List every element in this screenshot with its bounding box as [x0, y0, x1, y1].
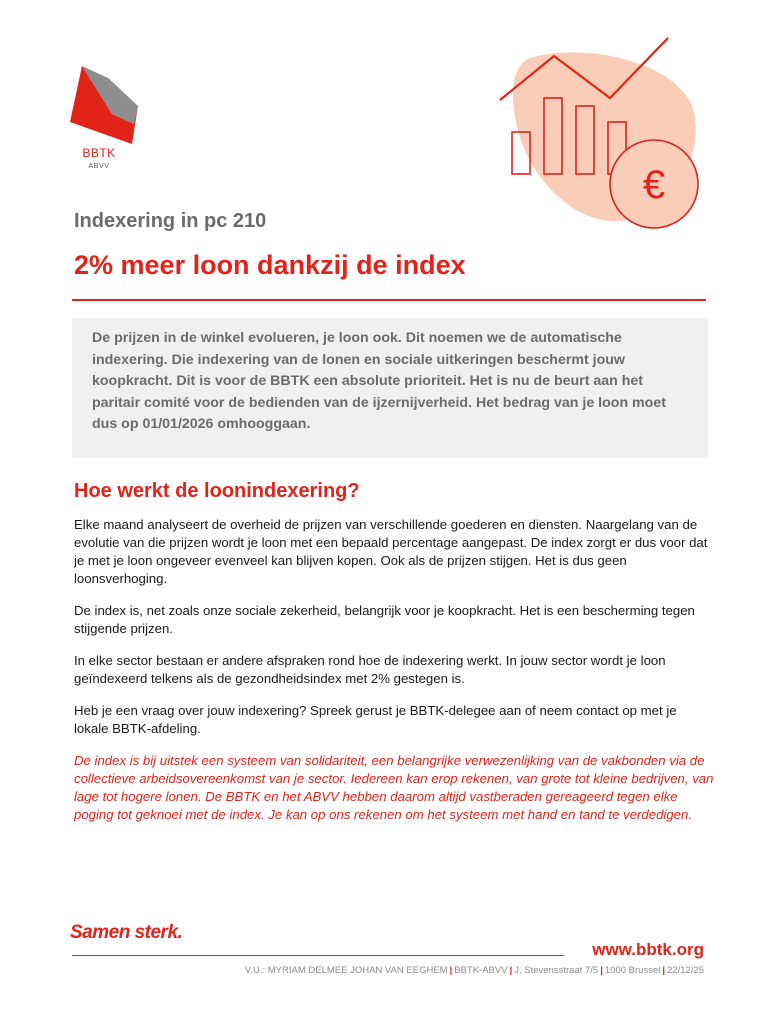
- body-paragraph: Elke maand analyseert de overheid de prijzen van verschillende goederen en diensten. Naargelang van de evolutie van die prijzen wordt je loon met een bepaald percentage aangepast. De index zorgt er dus voor dat je met je loon ongeveer evenveel kan blijven kopen. Ook als de prijzen stijgen. Het is dus geen loonsverhoging.: [74, 517, 708, 586]
- section-heading: Hoe werkt de loonindexering?: [74, 480, 360, 502]
- publisher-responsible: V.U.: MYRIAM DELMEE JOHAN VAN EEGHEM: [244, 965, 448, 976]
- bbtk-logo-mark-icon: [68, 66, 140, 144]
- document-title: 2% meer loon dankzij de index: [74, 250, 466, 280]
- document-subtitle: Indexering in pc 210: [74, 210, 267, 232]
- euro-symbol: €: [642, 163, 666, 207]
- publisher-line: V.U.: MYRIAM DELMEE JOHAN VAN EEGHEM | BBTK-ABVV | J. Stevensstraat 7/5 | 1000 Brussel | 22/12/25: [244, 965, 704, 976]
- body-paragraph: De index is, net zoals onze sociale zekerheid, belangrijk voor je koopkracht. Het is een bescherming tegen stijgende prijzen.: [74, 603, 695, 636]
- slogan: Samen sterk.: [70, 922, 183, 943]
- solidarity-paragraph: De index is bij uitstek een systeem van solidariteit, een belangrijke verwezenlijking van de vakbonden via de collectieve arbeidsovereenkomst van je sector. Iedereen kan erop rekenen, van grote tot kleine bedrijven, van lage tot hogere lonen. De BBTK en het ABVV hebben daarom altijd vastberaden gereageerd tegen elke poging tot geknoei met de index. Je kan op ons rekenen om het systeem met hand en tand te verdedigen.: [74, 753, 714, 822]
- footer-divider: [72, 955, 564, 956]
- website-link[interactable]: www.bbtk.org: [592, 940, 704, 959]
- publisher-date: 22/12/25: [667, 965, 704, 976]
- logo-name: BBTK: [82, 146, 116, 160]
- intro-box: [72, 318, 708, 458]
- publisher-street: J. Stevensstraat 7/5: [514, 965, 599, 976]
- publisher-city: 1000 Brussel: [604, 965, 661, 976]
- house-chart-euro-icon: [490, 36, 710, 236]
- body-paragraph: Heb je een vraag over jouw indexering? Spreek gerust je BBTK-delegee aan of neem contact op met je lokale BBTK-afdeling.: [74, 703, 677, 736]
- logo-subname: ABVV: [88, 163, 110, 170]
- section-body: [74, 516, 714, 838]
- body-paragraph: In elke sector bestaan er andere afspraken rond hoe de indexering werkt. In jouw sector wordt je loon geïndexeerd telkens als de gezondheidsindex met 2% gestegen is.: [74, 653, 666, 686]
- bbtk-logo: [68, 66, 140, 176]
- intro-text: De prijzen in de winkel evolueren, je loon ook. Dit noemen we de automatische indexering. Die indexering van de lonen en sociale uitkeringen beschermt jouw koopkracht. Dit is voor de BBTK een absolute prioriteit. Het is nu de beurt aan het paritair comité voor de bedienden van de ijzernijverheid. Het bedrag van je loon moet dus op 01/01/2026 omhooggaan.: [92, 330, 666, 432]
- title-divider: [72, 299, 706, 301]
- publisher-org: BBTK-ABVV: [454, 965, 508, 976]
